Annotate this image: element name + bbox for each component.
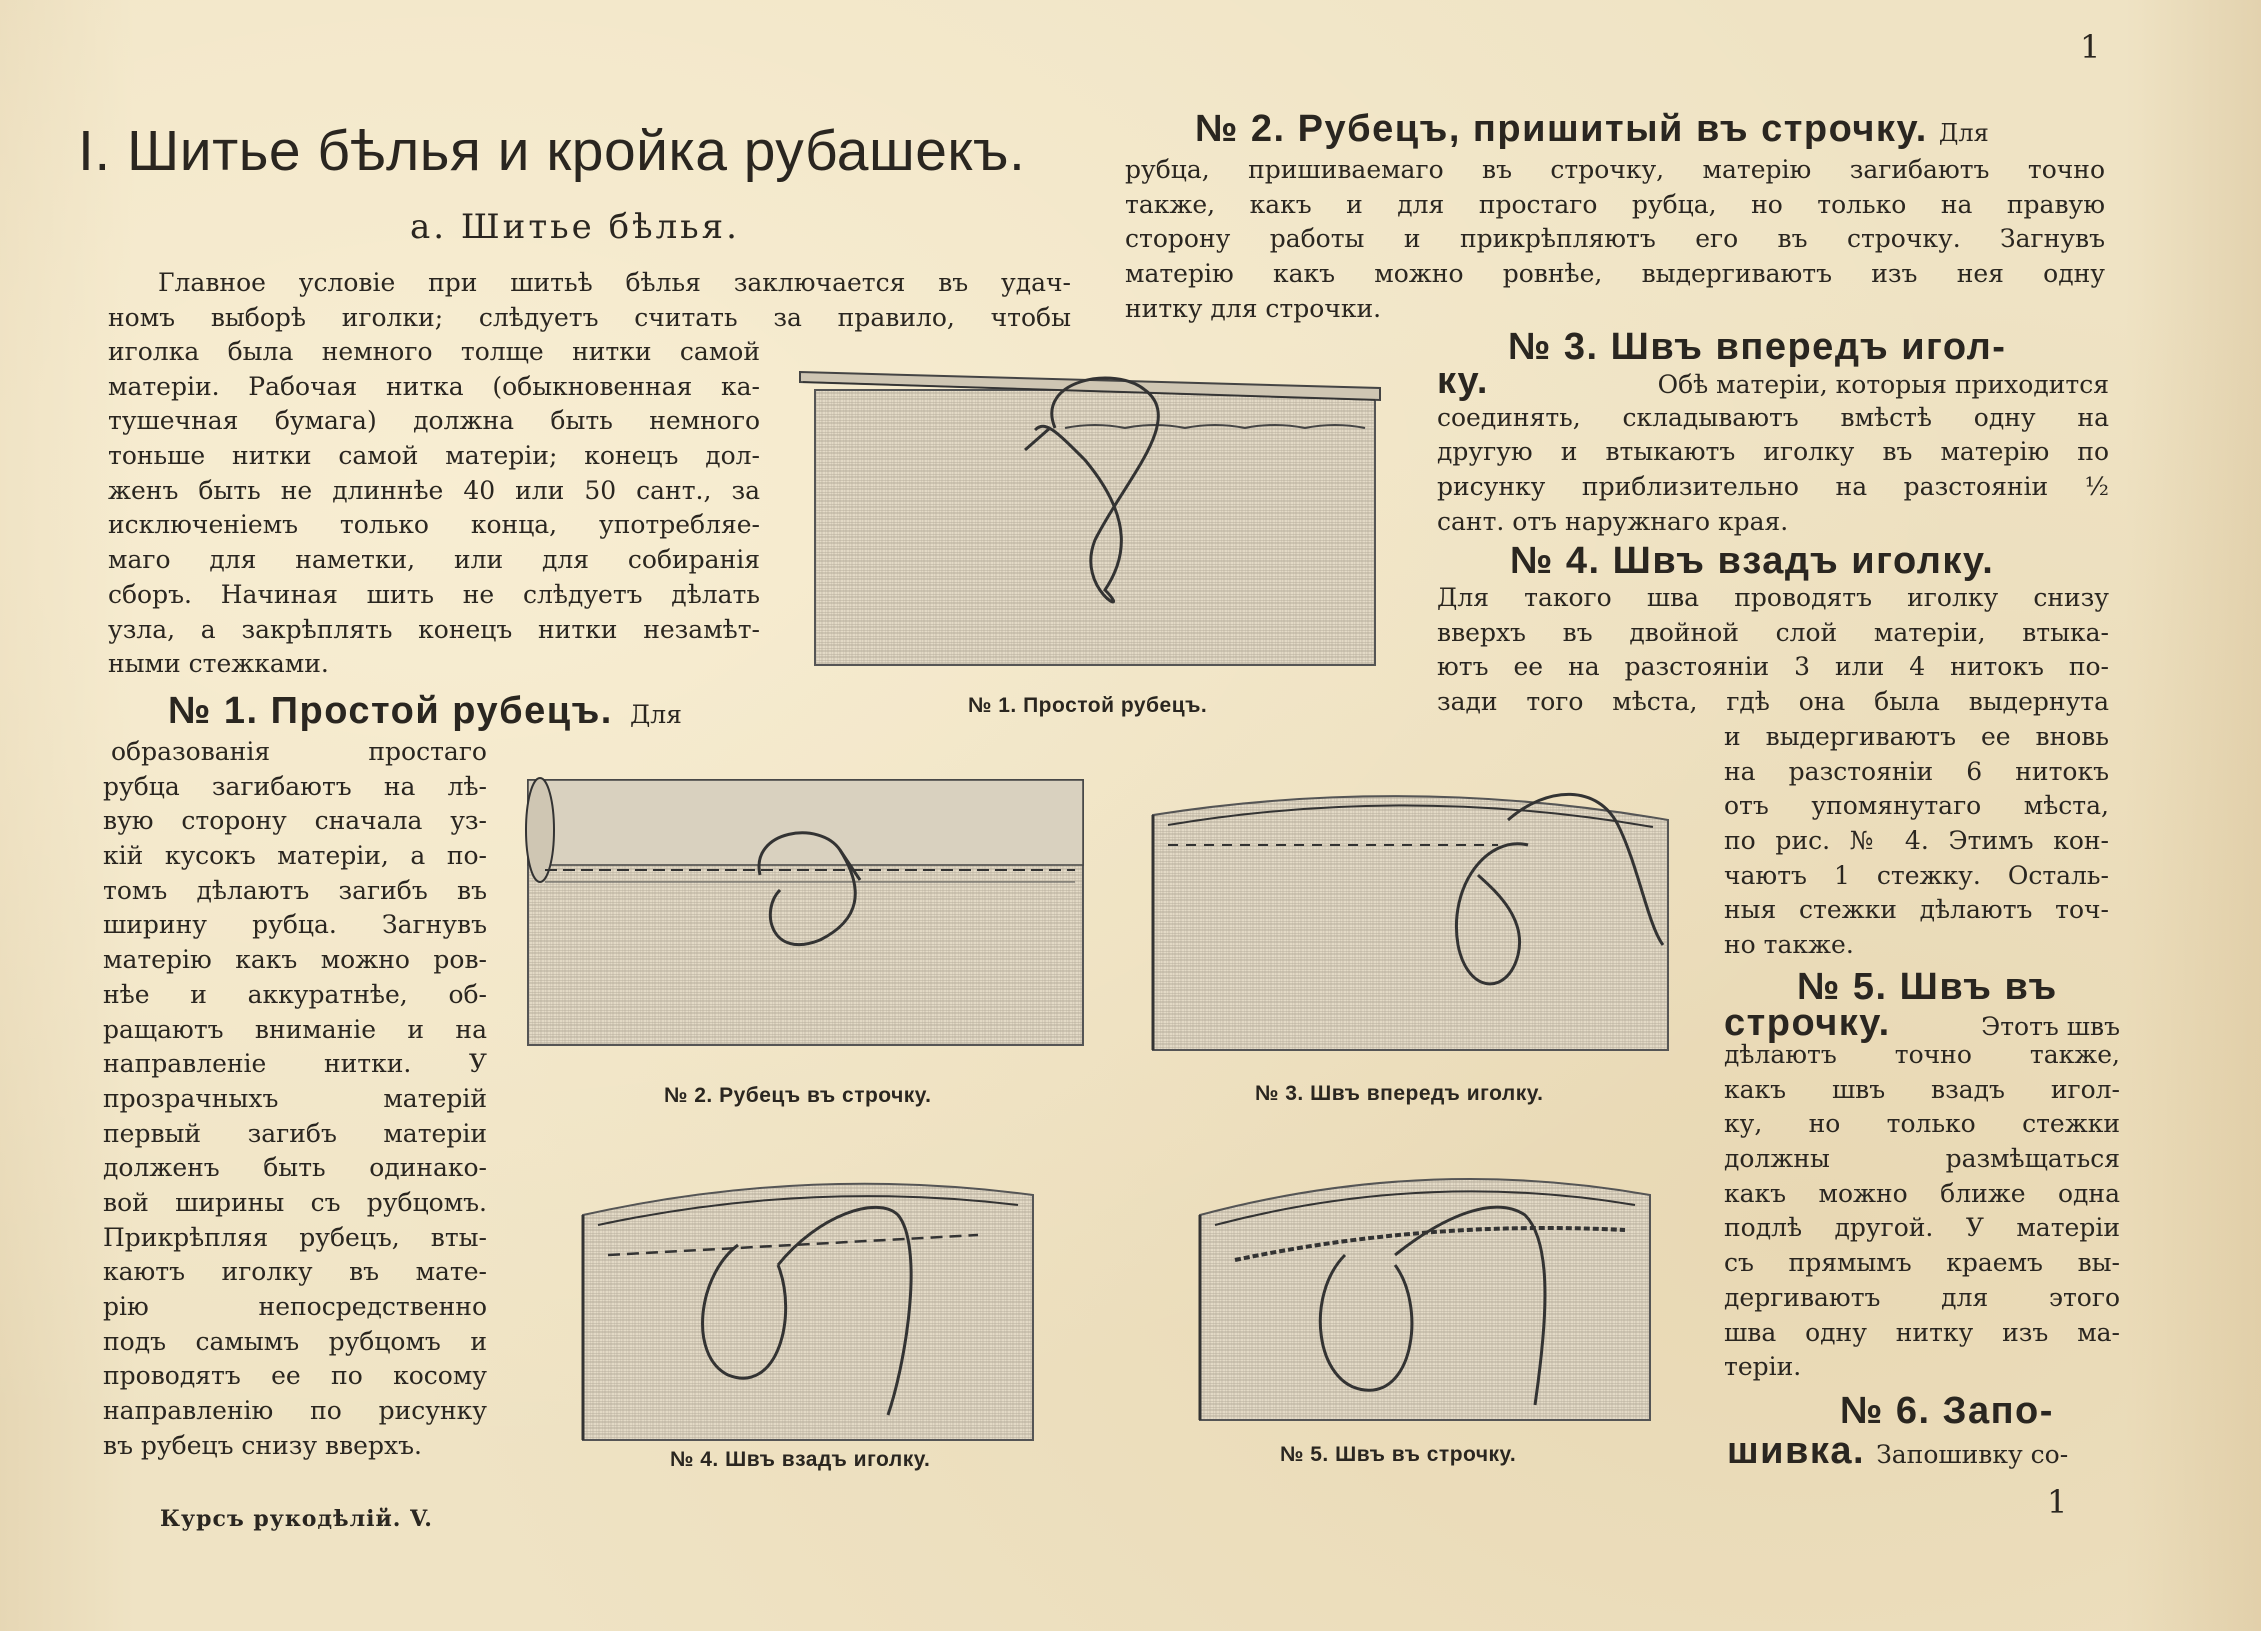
text-line: чаютъ 1 стежку. Осталь- [1724,860,2109,890]
section4-body-wide [1437,581,2109,720]
text-line: также, какъ и для простаго рубца, но только на правую [1125,189,2105,219]
text-line: ютъ ее на разстояніи 3 или 4 нитокъ по- [1437,652,2109,682]
figure-2-hem-in-stitch [520,770,1095,1050]
text-line: иголка была немного толще нитки самой [108,337,760,366]
text-line: проводятъ ее по косому [103,1361,487,1391]
text-line: дѣлаютъ точно также, [1724,1040,2120,1069]
section1-first-word: Для [629,700,682,729]
text-line: зади того мѣста, гдѣ она была выдернута [1437,687,2109,717]
section-subtitle: а. Шитье бѣлья. [410,207,740,247]
text-line: и выдергиваютъ ее вновь [1724,722,2109,751]
text-line: вую сторону сначала уз- [103,806,487,836]
section6-line [1727,1430,2068,1473]
text-line: теріи. [1724,1352,1802,1382]
text-line: нитку для строчки. [1125,293,1382,323]
section2-body [1125,153,2105,326]
text-line: но также. [1724,930,1854,960]
text-line: тушечная бумага) должна быть немного [108,406,760,436]
text-line: Прикрѣпляя рубецъ, вты- [103,1222,487,1252]
section5-heading-a: № 5. Швъ въ [1797,966,2058,1008]
figure-2-caption: № 2. Рубецъ въ строчку. [664,1084,932,1107]
page-footer: Курсъ рукодѣлій. V. [160,1506,433,1532]
text-line: ращаютъ вниманіе и на [103,1014,487,1044]
text-line: прозрачныхъ матерій [103,1083,487,1113]
section5-body [1724,1002,2120,1385]
text-line: матеріи. Рабочая нитка (обыкновенная ка- [108,371,760,401]
section6-first-words: Запошивку со- [1876,1440,2069,1469]
chapter-title: I. Шитье бѣлья и кройка рубашекъ. [78,119,1026,183]
text-line: кій кусокъ матеріи, а по- [103,841,487,871]
text-line: каютъ иголку въ мате- [103,1257,487,1287]
text-line: вверхъ въ двойной слой матеріи, втыка- [1437,617,2109,647]
text-line: направленію по рисунку [103,1396,487,1426]
text-line: отъ упомянутаго мѣста, [1724,791,2109,821]
text-line: ку, но только стежки [1724,1109,2120,1139]
text-line: рисунку приблизительно на разстояніи ½ [1437,472,2109,502]
figure-3-running-stitch [1148,765,1678,1055]
text-line: сборъ. Начиная шить не слѣдуетъ дѣлать [108,579,760,609]
text-line: должны размѣщаться [1724,1144,2120,1174]
text-line: образованія простаго [111,737,487,766]
text-line: долженъ быть одинако- [103,1153,487,1183]
section4-body-narrow [1724,720,2109,963]
figure-4-backstitch [578,1155,1038,1445]
text-line: рубца загибаютъ на лѣ- [103,771,487,801]
section4-heading: № 4. Швъ взадъ иголку. [1510,540,1995,582]
text-line: ширину рубца. Загнувъ [103,910,487,940]
section3-heading-a: № 3. Швъ впередъ игол- [1508,326,2007,368]
text-line: Этотъ швъ [1981,1012,2120,1041]
text-line: направленіе нитки. У [103,1049,487,1079]
text-line: Для такого шва проводятъ иголку снизу [1437,583,2109,612]
text-line: рубца, пришиваемаго въ строчку, матерію загибаютъ точно [1125,155,2105,184]
intro-paragraph-narrow [108,335,760,682]
text-line: рію непосредственно [103,1292,487,1321]
figure-5-stitch-seam [1195,1155,1655,1425]
text-line: шва одну нитку изъ ма- [1724,1317,2120,1347]
figure-1-simple-hem [795,360,1395,670]
figure-3-caption: № 3. Швъ впередъ иголку. [1255,1082,1544,1105]
text-line: тоньше нитки самой матеріи; конецъ дол- [108,441,760,471]
figure-4-caption: № 4. Швъ взадъ иголку. [670,1448,931,1471]
section1-heading-line [168,690,682,733]
text-line: матерію какъ можно ров- [103,945,487,975]
text-line: другую и втыкаютъ иголку въ матерію по [1437,437,2109,467]
section1-body [103,735,487,1463]
section3-heading-b: ку. [1437,360,1489,402]
section3-body [1437,360,2109,539]
section2-heading-line [1195,108,1989,151]
text-line: женъ быть не длиннѣе 40 или 50 сант., за [108,475,760,505]
text-line: первый загибъ матеріи [103,1118,487,1148]
text-line: маго для наметки, или для собиранія [108,545,760,575]
intro-paragraph-top [108,266,1071,335]
text-line: Главное условіе при шитьѣ бѣлья заключается въ удач- [158,268,1071,297]
section6-heading-a: № 6. Запо- [1840,1390,2054,1432]
text-line: вой ширины съ рубцомъ. [103,1187,487,1217]
text-line: съ прямымъ краемъ вы- [1724,1248,2120,1278]
section5-heading-b: строчку. [1724,1002,1891,1044]
text-line: сант. отъ наружнаго края. [1437,506,1789,536]
figure-5-caption: № 5. Швъ въ строчку. [1280,1443,1517,1466]
text-line: узла, а закрѣплять конецъ нитки незамѣт- [108,614,760,644]
text-line: подъ самымъ рубцомъ и [103,1326,487,1356]
text-line: какъ швъ взадъ игол- [1724,1074,2120,1104]
text-line: томъ дѣлаютъ загибъ въ [103,875,487,905]
text-line: въ рубецъ снизу вверхъ. [103,1430,422,1460]
text-line: на разстояніи 6 нитокъ [1724,756,2109,786]
text-line: матерію какъ можно ровнѣе, выдергиваютъ изъ нея одну [1125,259,2105,289]
section2-heading: № 2. Рубецъ, пришитый въ строчку. [1195,108,1928,150]
text-line: сторону работы и прикрѣпляютъ его въ строчку. Загнувъ [1125,224,2105,254]
text-line: дергиваютъ для этого [1724,1282,2120,1312]
text-line: номъ выборѣ иголки; слѣдуетъ считать за правило, чтобы [108,302,1071,332]
text-line: нѣе и аккуратнѣе, об- [103,979,487,1009]
text-line: по рис. № 4. Этимъ кон- [1724,826,2109,856]
section1-heading: № 1. Простой рубецъ. [168,690,613,732]
page-number-top: 1 [2080,28,2101,66]
text-line: исключеніемъ только конца, употребляе- [108,510,760,540]
text-line: ныя стежки дѣлаютъ точ- [1724,895,2109,925]
section2-first-word: Для [1938,119,1989,147]
text-line: соединять, складываютъ вмѣстѣ одну на [1437,402,2109,432]
text-line: ными стежками. [108,649,329,679]
figure-1-caption: № 1. Простой рубецъ. [968,694,1208,717]
text-line: какъ можно ближе одна [1724,1178,2120,1208]
section6-heading-b: шивка. [1727,1430,1866,1472]
page-number-bottom: 1 [2047,1483,2068,1521]
text-line: Обѣ матеріи, которыя приходится [1657,370,2109,399]
text-line: подлѣ другой. У матеріи [1724,1213,2120,1243]
